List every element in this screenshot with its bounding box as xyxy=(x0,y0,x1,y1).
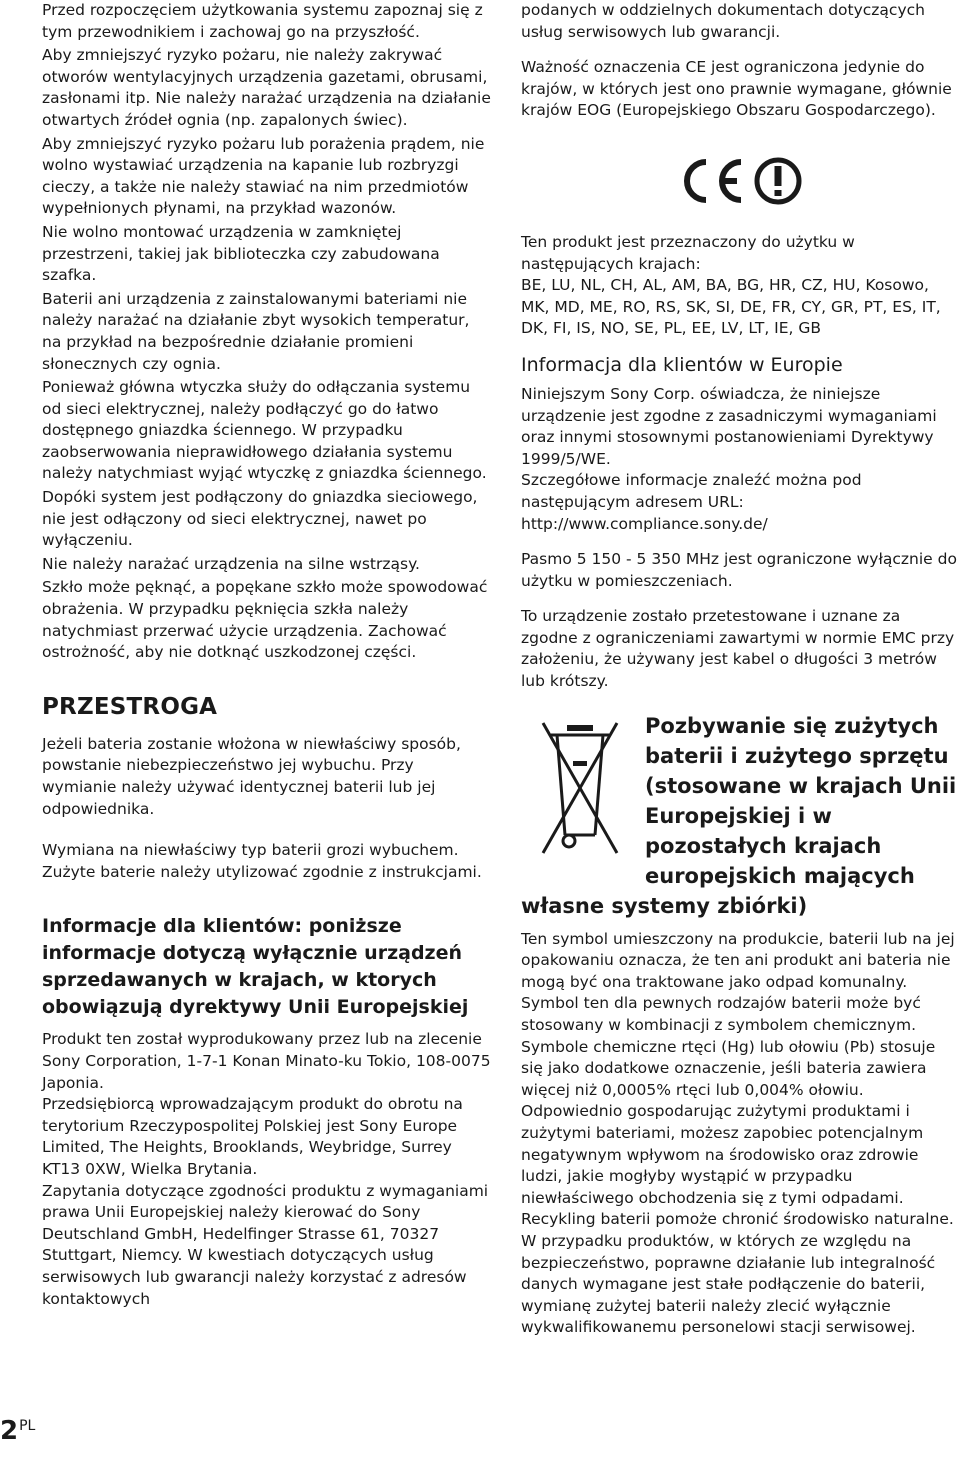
intro-paragraph: Ponieważ główna wtyczka służy do odłączania systemu od sieci elektrycznej, należy podłączyć go do łatwo dostępnego gniazdka ściennego. W przypadku zaobserwowania nieprawidłowego działania systemu należy natychmiast wyjąć wtyczkę z gniazdka ściennego. xyxy=(42,378,487,483)
intro-paragraph: Nie wolno montować urządzenia w zamkniętej przestrzeni, takiej jak biblioteczka czy zabudowana szafka. xyxy=(42,222,440,285)
weee-paragraph: W przypadku produktów, w których ze względu na bezpieczeństwo, poprawne działanie lub integralność danych wymagane jest stałe podłączenie do baterii, wymianę zużytej baterii należy zlecić wyłącznie wykwalifikowanemu personelowi stacji serwisowej. xyxy=(521,1231,936,1337)
ce-mark-icon xyxy=(675,155,747,207)
eu-info-paragraph: Produkt ten został wyprodukowany przez lub na zlecenie Sony Corporation, 1-7-1 Konan Minato-ku Tokio, 108-0075 Japonia. xyxy=(42,1030,491,1092)
intro-paragraph: Dopóki system jest podłączony do gniazdka sieciowego, nie jest odłączony od sieci elektrycznej, nawet po wyłączeniu. xyxy=(42,488,478,550)
right-column xyxy=(521,0,957,1339)
eu-info-heading: Informacje dla klientów: poniższe informacje dotyczą wyłącznie urządzeń sprzedawanych w krajach, w ktorych obowiązują dyrektywy Unii Europejskiej xyxy=(42,915,469,1019)
declaration-paragraph: Niniejszym Sony Corp. oświadcza, że niniejsze urządzenie jest zgodne z zasadniczymi wymaganiami oraz innymi stosownymi postanowieniami Dyrektywy 1999/5/WE. xyxy=(521,384,937,468)
intro-paragraph: Przed rozpoczęciem użytkowania systemu zapoznaj się z tym przewodnikiem i zachowaj go na przyszłość. xyxy=(42,1,483,41)
weee-section xyxy=(521,711,957,1339)
eu-info-paragraph: Zapytania dotyczące zgodności produktu z wymaganiami prawa Unii Europejskiej należy kierować do Sony Deutschland GmbH, Hedelfinger Strasse 61, 70327 Stuttgart, Niemcy. W kwestiach dotyczących usług serwisowych lub gwarancji należy korzystać z adresów kontaktowych xyxy=(42,1181,489,1308)
intro-paragraph: Nie należy narażać urządzenia na silne wstrząsy. xyxy=(42,554,420,573)
page-number-value: 2 xyxy=(0,1416,19,1446)
page-number xyxy=(0,1416,35,1446)
eu-info-paragraph: Przedsiębiorcą wprowadzającym produkt do obrotu na terytorium Rzeczypospolitej Polskiej jest Sony Europe Limited, The Heights, Brooklands, Weybridge, Surrey KT13 0XW, Wielka Brytania. xyxy=(42,1095,463,1178)
intro-paragraph: Baterii ani urządzenia z zainstalowanymi bateriami nie należy narażać na działanie zbyt wysokich temperatur, na przykład na bezpośrednie działanie promieni słonecznych czy ognia. xyxy=(42,289,470,373)
emc-paragraph: To urządzenie zostało przetestowane i uznane za zgodne z ograniczeniami zawartymi w normie EMC przy założeniu, że używany jest kabel o długości 3 metrów lub krótszy. xyxy=(521,607,955,691)
crossed-out-wheelie-bin-icon xyxy=(521,713,639,861)
intro-paragraph: Aby zmniejszyć ryzyko pożaru, nie należy zakrywać otworów wentylacyjnych urządzenia gazetami, obrusami, zasłonami itp. Nie należy narażać urządzenia na działanie otwartych źródeł ognia (np. zapalonych świec). xyxy=(42,46,491,129)
caution-paragraph: Zużyte baterie należy utylizować zgodnie z instrukcjami. xyxy=(42,862,482,881)
intro-paragraph: Aby zmniejszyć ryzyko pożaru lub porażenia prądem, nie wolno wystawiać urządzenia na kapanie lub rozbryzgi cieczy, a także nie należy stawiać na nim przedmiotów wypełnionych płynami, na przykład wazonów. xyxy=(42,134,485,218)
continued-paragraph: podanych w oddzielnych dokumentach dotyczących usług serwisowych lub gwarancji. xyxy=(521,1,925,41)
countries-list: BE, LU, NL, CH, AL, AM, BA, BG, HR, CZ, HU, Kosowo, MK, MD, ME, RO, RS, SK, SI, DE, FR, CY, GR, PT, ES, IT, DK, FI, IS, NO, SE, PL, EE, LV, LT, IE, GB xyxy=(521,276,941,338)
weee-paragraph: Ten symbol umieszczony na produkcie, baterii lub na jej opakowaniu oznacza, że ten ani produkt ani bateria nie mogą być ona traktowane jako odpad komunalny. Symbol ten dla pewnych rodzajów baterii może być stosowany w kombinacji z symbolem chemicznym. Symbole chemiczne rtęci (Hg) lub ołowiu (Pb) stosuje się jako dodatkowe oznaczenie, jeśli bateria zawiera więcej niż 0,0005% rtęci lub 0,004% ołowiu. xyxy=(521,929,955,1099)
europe-info-heading: Informacja dla klientów w Europie xyxy=(521,353,843,376)
intro-paragraph: Szkło może pęknąć, a popękane szkło może spowodować obrażenia. W przypadku pęknięcia szkła należy natychmiast przerwać użycie urządzenia. Zachować ostrożność, aby nie dotknąć uszkodzonej części. xyxy=(42,578,488,662)
alert-exclamation-icon xyxy=(753,156,803,206)
details-paragraph: Szczegółowe informacje znaleźć można pod następującym adresem URL: xyxy=(521,471,862,511)
compliance-marks xyxy=(521,136,957,226)
ce-validity-paragraph: Ważność oznaczenia CE jest ograniczona jedynie do krajów, w których jest ono prawnie wymagane, głównie krajów EOG (Europejskiego Obszaru Gospodarczego). xyxy=(521,58,952,120)
caution-heading: PRZESTROGA xyxy=(42,693,218,720)
weee-heading: Pozbywanie się zużytych baterii i zużytego sprzętu (stosowane w krajach Unii Europejskiej i w pozostałych krajach europejskich mających własne systemy zbiórki) xyxy=(521,713,957,918)
caution-paragraph: Jeżeli bateria zostanie włożona w niewłaściwy sposób, powstanie niebezpieczeństwo jej wybuchu. Przy wymianie należy używać identycznej baterii lub jej odpowiednika. xyxy=(42,734,461,818)
language-code: PL xyxy=(19,1418,36,1434)
countries-intro: Ten produkt jest przeznaczony do użytku w następujących krajach: xyxy=(521,232,855,273)
band-paragraph: Pasmo 5 150 - 5 350 MHz jest ograniczone wyłącznie do użytku w pomieszczeniach. xyxy=(521,550,957,590)
compliance-url: http://www.compliance.sony.de/ xyxy=(521,514,768,533)
caution-paragraph: Wymiana na niewłaściwy typ baterii grozi wybuchem. xyxy=(42,841,459,860)
weee-paragraph: Odpowiednio gospodarując zużytymi produktami i zużytymi bateriami, możesz zapobiec potencjalnym negatywnym wpływom na środowisko oraz zdrowie ludzi, jakie mogłyby wystąpić w przypadku niewłaściwego obchodzenia się z tymi odpadami. Recykling baterii pomoże chronić środowisko naturalne. xyxy=(521,1102,954,1229)
left-column xyxy=(42,0,492,1310)
